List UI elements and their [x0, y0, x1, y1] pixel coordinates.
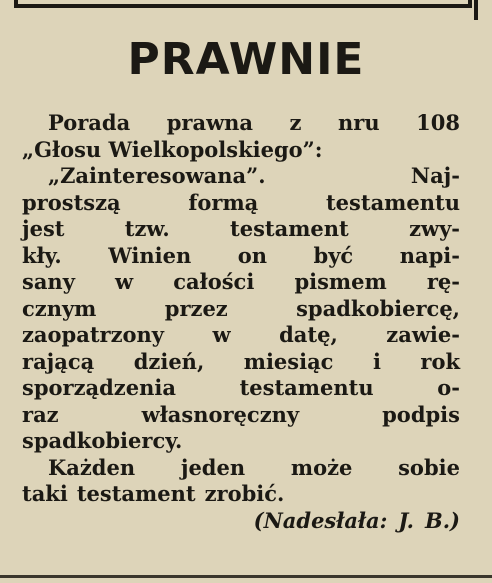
article-word: napi- — [399, 242, 460, 268]
article-body — [22, 110, 460, 534]
article-line-5 — [22, 216, 460, 243]
article-word: przez — [164, 295, 228, 321]
top-frame-border — [14, 0, 472, 8]
article-word: spadkobiercę, — [296, 295, 460, 321]
article-word: jest — [22, 216, 65, 241]
article-title: PRAWNIE — [127, 34, 365, 85]
article-word: rę- — [426, 269, 460, 294]
article-word: on — [237, 242, 268, 268]
article-word: o- — [437, 375, 460, 400]
article-word: 108 — [416, 110, 460, 135]
article-word: Winien — [108, 242, 192, 268]
article-line-4 — [22, 190, 460, 217]
article-word: zaopatrzony — [22, 322, 164, 347]
article-word: pismem — [294, 269, 387, 294]
article-line-10 — [22, 349, 460, 376]
article-word: Każden — [48, 454, 136, 480]
article-word: może — [290, 454, 353, 480]
article-word: kły. — [22, 242, 62, 268]
article-word: sporządzenia — [22, 375, 176, 400]
article-word: zwy- — [409, 216, 460, 241]
article-word: zrobić. — [204, 481, 285, 506]
article-line-11 — [22, 375, 460, 402]
article-signature — [22, 508, 460, 535]
article-word: w — [212, 322, 231, 347]
article-word: cznym — [22, 295, 97, 321]
article-line-9 — [22, 322, 460, 349]
article-word: prawna — [166, 110, 254, 135]
article-word: sobie — [398, 454, 460, 480]
article-word: w — [115, 269, 134, 294]
article-line-15 — [22, 481, 460, 508]
article-word: testament — [76, 481, 196, 506]
article-word: formą — [188, 189, 259, 215]
article-word: prostszą — [22, 189, 121, 215]
article-line-8 — [22, 296, 460, 323]
article-word: „Zainteresowana”. — [48, 163, 266, 188]
article-word: z — [289, 110, 302, 135]
article-word: testament — [230, 216, 349, 241]
article-word: rok — [420, 348, 460, 374]
article-word: tzw. — [124, 216, 170, 241]
article-word: Naj- — [410, 163, 460, 188]
article-word: B.) — [425, 507, 460, 533]
article-word: testamentu — [239, 375, 374, 400]
top-frame-right-edge — [474, 0, 478, 20]
article-word: taki — [22, 481, 68, 506]
article-word: (Nadesłała: — [253, 507, 388, 533]
article-word: nru — [338, 110, 380, 135]
article-word: raz — [22, 401, 59, 427]
article-line-14 — [22, 455, 460, 482]
article-line-3 — [22, 163, 460, 190]
bottom-frame-border — [0, 575, 492, 583]
article-word: zawie- — [386, 322, 460, 347]
article-word: datę, — [279, 322, 338, 347]
article-word: dzień, — [133, 348, 205, 374]
article-line-7 — [22, 269, 460, 296]
article-word: jeden — [180, 454, 246, 480]
article-line-12 — [22, 402, 460, 429]
article-word: J. — [398, 507, 414, 533]
article-word: całości — [173, 269, 255, 294]
article-line-13 — [22, 428, 460, 455]
article-line-2 — [22, 137, 460, 164]
article-line-1 — [22, 110, 460, 137]
article-word: własnoręczny — [141, 401, 300, 427]
article-word: sany — [22, 269, 75, 294]
article-word: podpis — [382, 401, 460, 427]
article-word: Porada — [48, 110, 131, 135]
article-word: spadkobiercy. — [22, 428, 183, 453]
article-word: rającą — [22, 348, 95, 374]
article-word: i — [372, 348, 381, 374]
article-word: być — [313, 242, 354, 268]
article-line-6 — [22, 243, 460, 270]
article-word: testamentu — [325, 189, 460, 215]
article-word: miesiąc — [243, 348, 334, 374]
article-word: „Głosu Wielkopolskiego”: — [22, 136, 323, 162]
